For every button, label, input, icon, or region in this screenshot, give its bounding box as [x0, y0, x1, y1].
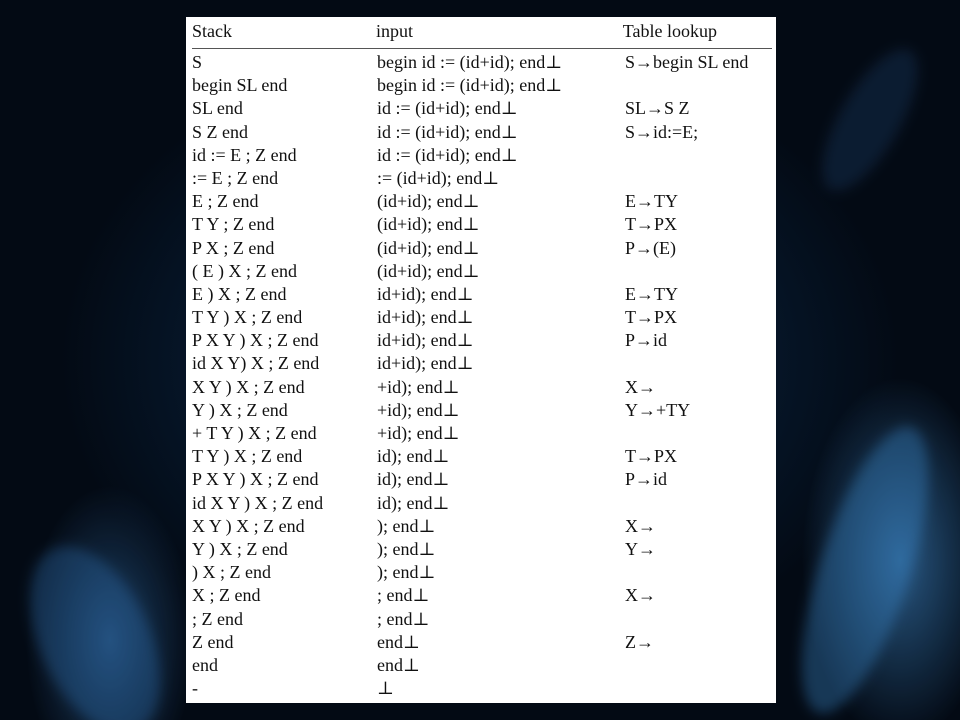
background-light-streak [804, 36, 936, 205]
cell-stack: id X Y ) X ; Z end [192, 492, 324, 513]
cell-input: id := (id+id); end⊥ [377, 144, 518, 165]
cell-stack: X Y ) X ; Z end [192, 515, 305, 536]
cell-input: id := (id+id); end⊥ [377, 121, 518, 142]
cell-input: +id); end⊥ [377, 423, 460, 443]
table-row [192, 515, 776, 538]
table-row [192, 213, 776, 236]
cell-table-lookup: P→id [625, 330, 668, 351]
cell-stack: P X ; Z end [192, 237, 275, 258]
table-row [192, 584, 776, 607]
cell-table-lookup: SL→S Z [625, 98, 690, 119]
table-row [192, 631, 776, 654]
table-row [192, 306, 776, 329]
cell-input: id+id); end⊥ [377, 307, 474, 328]
cell-input: id); end⊥ [377, 446, 450, 467]
cell-input: +id); end⊥ [377, 376, 460, 397]
cell-table-lookup [625, 654, 775, 677]
cell-input: id := (id+id); end⊥ [377, 98, 518, 119]
cell-table-lookup: P→(E) [625, 237, 676, 258]
cell-input: id); end⊥ [377, 469, 450, 490]
header-input: input [376, 21, 414, 41]
cell-table-lookup: T→PX [625, 307, 678, 328]
table-row [192, 422, 776, 445]
cell-input: (id+id); end⊥ [377, 237, 480, 258]
cell-table-lookup: X→ [625, 515, 656, 536]
cell-input: ); end⊥ [377, 538, 436, 559]
table-row [192, 677, 776, 700]
cell-input: ⊥ [377, 678, 394, 699]
cell-input: (id+id); end⊥ [377, 214, 480, 235]
cell-stack: S [192, 52, 203, 72]
cell-table-lookup [625, 260, 775, 283]
cell-input: ; end⊥ [377, 585, 430, 606]
header-table-lookup: Table lookup [622, 21, 717, 41]
cell-table-lookup [625, 422, 775, 445]
table-row [192, 97, 776, 120]
table-row [192, 492, 776, 515]
cell-stack: SL end [192, 98, 243, 119]
cell-input: +id); end⊥ [377, 399, 460, 420]
cell-input: id+id); end⊥ [377, 283, 474, 304]
table-row [192, 352, 776, 375]
cell-table-lookup: T→PX [625, 214, 678, 235]
cell-table-lookup [625, 561, 775, 584]
table-row [192, 538, 776, 561]
cell-stack: + T Y ) X ; Z end [192, 423, 317, 443]
cell-input: (id+id); end⊥ [377, 191, 480, 212]
cell-input: begin id := (id+id); end⊥ [377, 52, 563, 72]
cell-input: begin id := (id+id); end⊥ [377, 75, 563, 96]
cell-stack: T Y ) X ; Z end [192, 307, 303, 328]
table-row [192, 329, 776, 352]
cell-input: ; end⊥ [377, 608, 430, 629]
cell-stack: - [192, 678, 198, 699]
cell-input: := (id+id); end⊥ [377, 167, 500, 188]
cell-input: id+id); end⊥ [377, 353, 474, 374]
cell-table-lookup [625, 74, 775, 97]
cell-table-lookup: S→id:=E; [625, 121, 699, 142]
cell-table-lookup [625, 144, 775, 167]
cell-table-lookup: S→begin SL end [625, 52, 749, 72]
table-row [192, 445, 776, 468]
cell-input: end⊥ [377, 631, 420, 652]
cell-stack: Z end [192, 631, 234, 652]
cell-stack: Y ) X ; Z end [192, 538, 288, 559]
table-row [192, 51, 776, 74]
table-header [192, 21, 772, 49]
cell-input: id); end⊥ [377, 492, 450, 513]
cell-stack: E ) X ; Z end [192, 283, 287, 304]
cell-stack: T Y ; Z end [192, 214, 275, 235]
table-row [192, 283, 776, 306]
table-row [192, 376, 776, 399]
cell-table-lookup: X→ [625, 376, 656, 397]
cell-table-lookup: Y→+TY [625, 399, 691, 420]
cell-table-lookup: T→PX [625, 446, 678, 467]
cell-stack: X Y ) X ; Z end [192, 376, 305, 397]
cell-stack: T Y ) X ; Z end [192, 446, 303, 467]
table-row [192, 190, 776, 213]
parse-trace-table [186, 17, 776, 703]
cell-stack: id := E ; Z end [192, 144, 297, 165]
cell-table-lookup: E→TY [625, 191, 678, 212]
cell-table-lookup [625, 677, 775, 700]
cell-stack: S Z end [192, 121, 248, 142]
table-row [192, 260, 776, 283]
table-row [192, 74, 776, 97]
cell-stack: Y ) X ; Z end [192, 399, 288, 420]
table-row [192, 399, 776, 422]
table-row [192, 121, 776, 144]
cell-stack: X ; Z end [192, 585, 261, 606]
table-row [192, 237, 776, 260]
cell-table-lookup [625, 167, 775, 190]
cell-table-lookup: P→id [625, 469, 668, 490]
background-light-streak [3, 526, 187, 720]
cell-stack: id X Y) X ; Z end [192, 353, 320, 374]
cell-table-lookup: E→TY [625, 283, 678, 304]
cell-stack: P X Y ) X ; Z end [192, 330, 319, 351]
cell-table-lookup [625, 352, 775, 375]
cell-table-lookup [625, 492, 775, 515]
cell-stack: end [192, 654, 218, 675]
cell-stack: ( E ) X ; Z end [192, 260, 297, 281]
cell-table-lookup [625, 608, 775, 631]
cell-input: id+id); end⊥ [377, 330, 474, 351]
cell-stack: ; Z end [192, 608, 243, 629]
table-row [192, 561, 776, 584]
table-row [192, 144, 776, 167]
table-row [192, 468, 776, 491]
cell-stack: ) X ; Z end [192, 562, 271, 583]
header-stack: Stack [192, 21, 232, 41]
cell-input: (id+id); end⊥ [377, 260, 480, 281]
cell-input: end⊥ [377, 654, 420, 675]
table-row [192, 608, 776, 631]
table-row [192, 167, 776, 190]
background-light-streak [776, 413, 954, 720]
cell-input: ); end⊥ [377, 515, 436, 536]
table-body [192, 51, 776, 700]
cell-input: ); end⊥ [377, 562, 436, 583]
cell-table-lookup: Z→ [625, 631, 654, 652]
cell-stack: P X Y ) X ; Z end [192, 469, 319, 490]
cell-table-lookup: Y→ [625, 538, 656, 559]
cell-table-lookup: X→ [625, 585, 656, 606]
cell-stack: E ; Z end [192, 191, 259, 212]
cell-stack: := E ; Z end [192, 167, 279, 188]
cell-stack: begin SL end [192, 75, 288, 96]
table-row [192, 654, 776, 677]
